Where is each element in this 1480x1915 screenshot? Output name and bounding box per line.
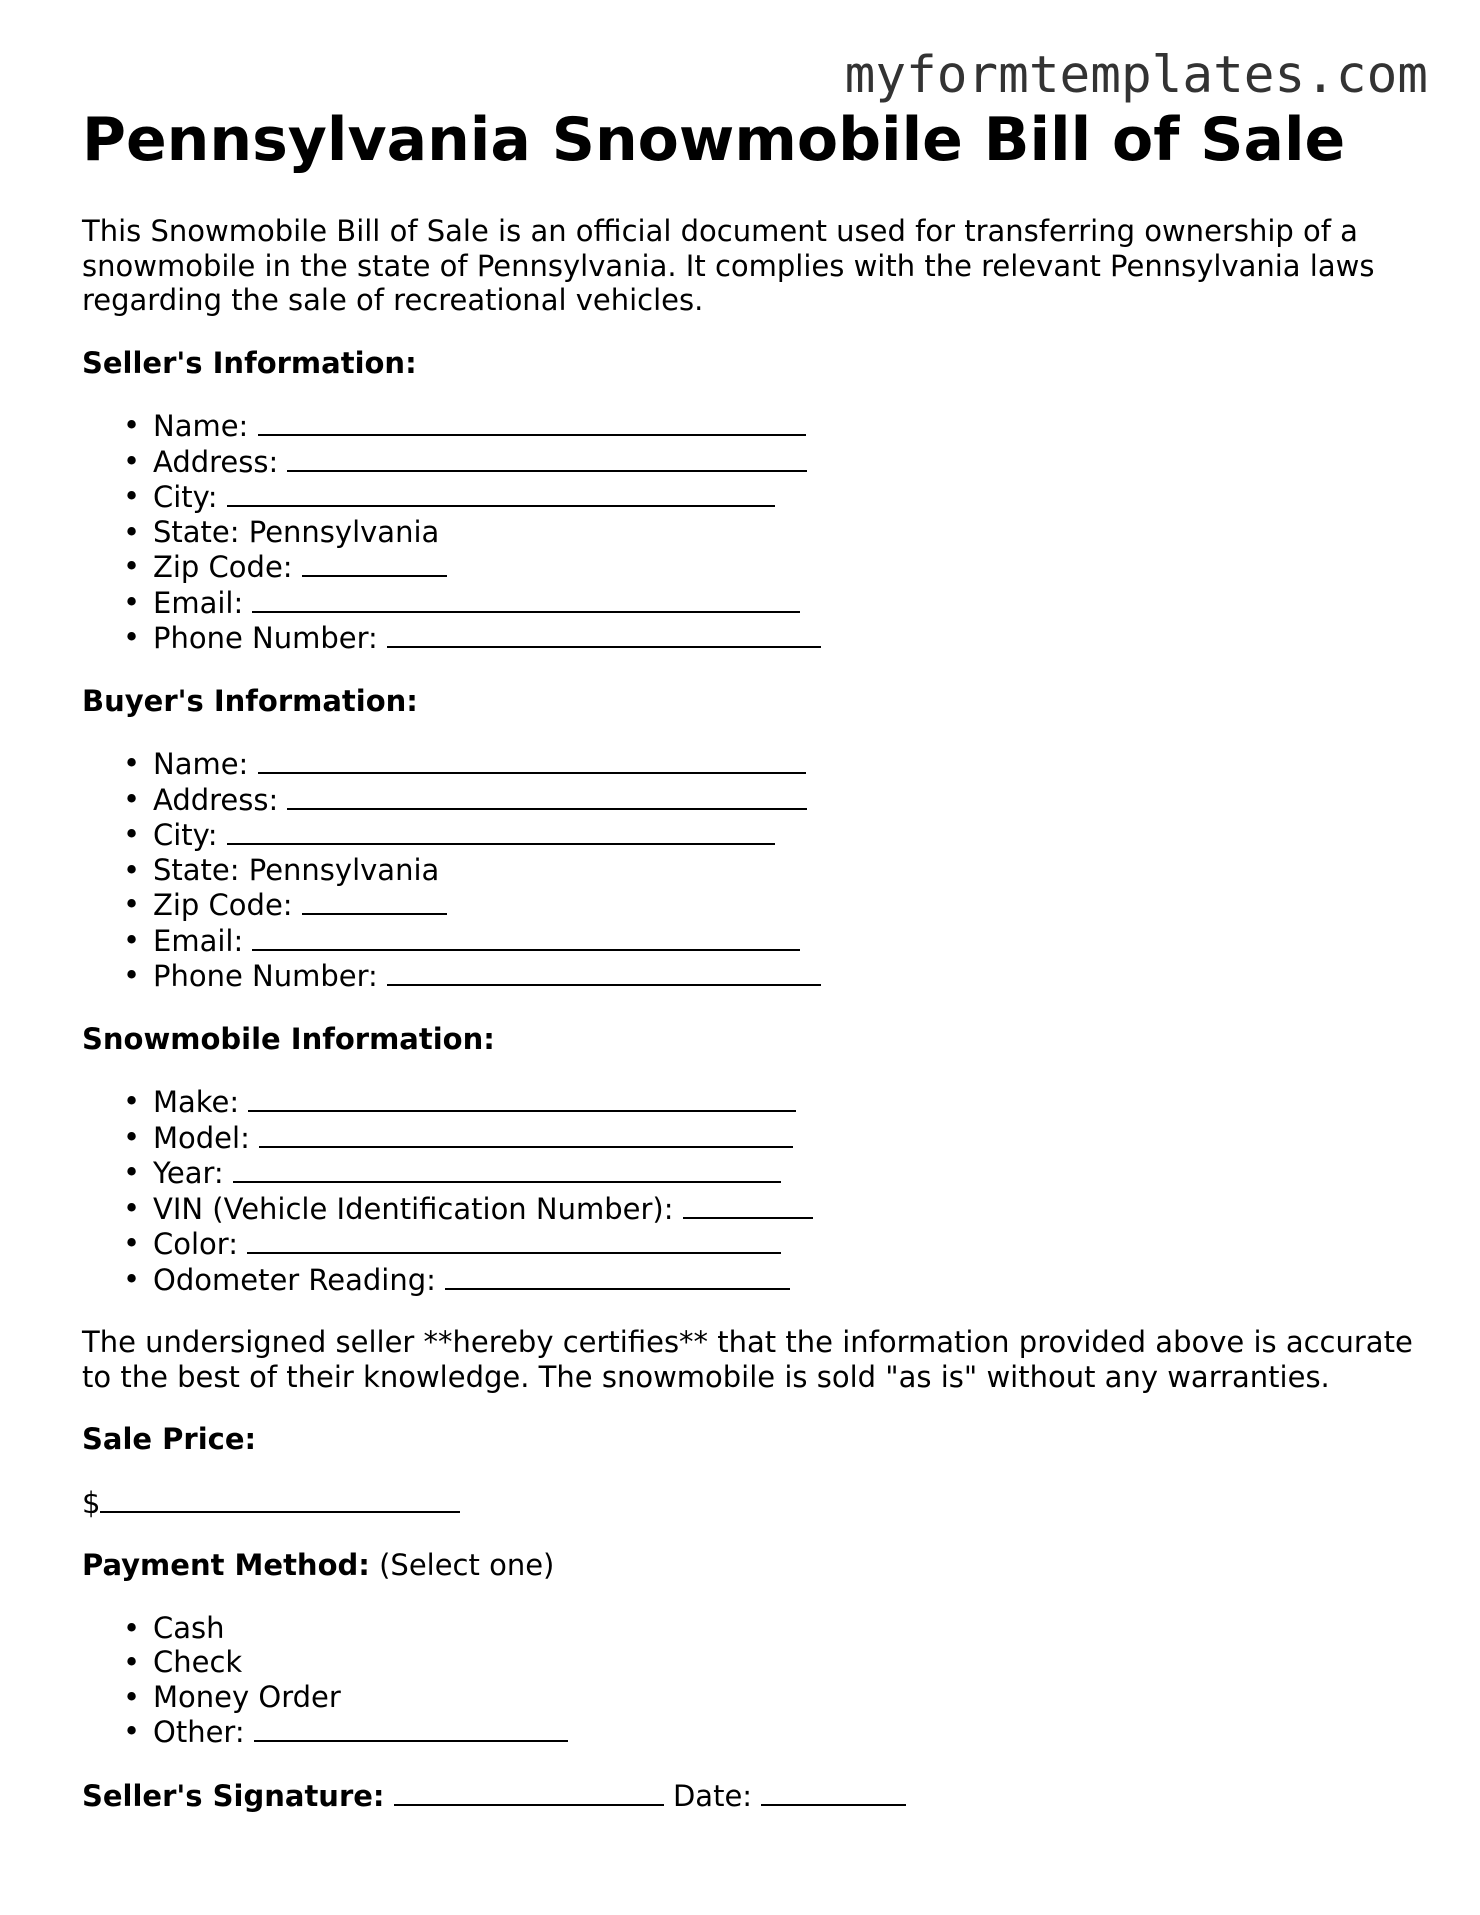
sale-price-blank[interactable]: [100, 1485, 460, 1513]
intro-paragraph: This Snowmobile Bill of Sale is an official document used for transferring ownership of a snowmobile in the state of Pennsylvania. It complies with the relevant Pennsylvania laws regarding the sale of recreational vehicles.: [82, 214, 1375, 317]
payment-option-check[interactable]: • Check: [153, 1645, 1422, 1680]
seller-zip-field[interactable]: • Zip Code:: [153, 549, 1422, 585]
snowmobile-odometer-blank[interactable]: [445, 1262, 790, 1290]
seller-address-field[interactable]: • Address:: [153, 444, 1422, 480]
sale-price-heading: Sale Price:: [82, 1422, 257, 1456]
seller-address-blank[interactable]: [287, 444, 807, 472]
seller-signature-line: Seller's Signature: Date:: [82, 1778, 1422, 1814]
snowmobile-year-field[interactable]: • Year:: [153, 1155, 1422, 1191]
payment-option-other[interactable]: • Other:: [153, 1714, 1422, 1750]
snowmobile-fields-list: [82, 1084, 1422, 1297]
seller-fields-list: [82, 408, 1422, 656]
payment-options-list: [82, 1611, 1422, 1750]
snowmobile-model-field[interactable]: • Model:: [153, 1120, 1422, 1156]
snowmobile-color-field[interactable]: • Color:: [153, 1226, 1422, 1262]
snowmobile-year-blank[interactable]: [233, 1155, 781, 1183]
document-page: [82, 100, 1422, 1813]
seller-name-field[interactable]: • Name:: [153, 408, 1422, 444]
buyer-city-blank[interactable]: [227, 817, 775, 845]
page-title: Pennsylvania Snowmobile Bill of Sale: [82, 105, 1346, 175]
seller-state-field: • State: Pennsylvania: [153, 515, 1422, 550]
buyer-name-field[interactable]: • Name:: [153, 746, 1422, 782]
payment-other-blank[interactable]: [254, 1714, 568, 1742]
buyer-section-heading: Buyer's Information:: [82, 683, 418, 718]
seller-name-blank[interactable]: [258, 408, 806, 436]
seller-email-blank[interactable]: [252, 585, 800, 613]
snowmobile-odometer-field[interactable]: • Odometer Reading:: [153, 1262, 1422, 1298]
buyer-phone-blank[interactable]: [387, 958, 821, 986]
snowmobile-section-heading: Snowmobile Information:: [82, 1021, 495, 1056]
snowmobile-model-blank[interactable]: [259, 1120, 793, 1148]
buyer-fields-list: [82, 746, 1422, 994]
seller-section-heading: Seller's Information:: [82, 345, 417, 380]
buyer-zip-blank[interactable]: [302, 887, 447, 915]
snowmobile-vin-blank[interactable]: [683, 1191, 813, 1219]
payment-option-cash[interactable]: • Cash: [153, 1611, 1422, 1646]
sale-price-field[interactable]: $: [82, 1485, 1422, 1521]
buyer-city-field[interactable]: • City:: [153, 817, 1422, 853]
snowmobile-vin-field[interactable]: • VIN (Vehicle Identification Number):: [153, 1191, 1422, 1227]
seller-signature-blank[interactable]: [394, 1778, 664, 1806]
snowmobile-color-blank[interactable]: [247, 1226, 781, 1254]
buyer-state-field: • State: Pennsylvania: [153, 853, 1422, 888]
seller-email-field[interactable]: • Email:: [153, 585, 1422, 621]
seller-phone-blank[interactable]: [387, 620, 821, 648]
buyer-name-blank[interactable]: [258, 746, 806, 774]
buyer-zip-field[interactable]: • Zip Code:: [153, 887, 1422, 923]
payment-method-heading: Payment Method: (Select one): [82, 1548, 555, 1582]
certification-paragraph: The undersigned seller **hereby certifies** that the information provided above is accurate to the best of their knowledge. The snowmobile is sold "as is" without any warranties.: [82, 1325, 1413, 1394]
buyer-email-blank[interactable]: [252, 923, 800, 951]
site-watermark: myformtemplates.com: [844, 46, 1428, 105]
buyer-email-field[interactable]: • Email:: [153, 923, 1422, 959]
signature-date-blank[interactable]: [761, 1778, 906, 1806]
seller-city-blank[interactable]: [227, 479, 775, 507]
snowmobile-make-field[interactable]: • Make:: [153, 1084, 1422, 1120]
seller-city-field[interactable]: • City:: [153, 479, 1422, 515]
snowmobile-make-blank[interactable]: [248, 1084, 796, 1112]
payment-option-money-order[interactable]: • Money Order: [153, 1680, 1422, 1715]
buyer-address-blank[interactable]: [287, 782, 807, 810]
buyer-address-field[interactable]: • Address:: [153, 782, 1422, 818]
buyer-phone-field[interactable]: • Phone Number:: [153, 958, 1422, 994]
seller-phone-field[interactable]: • Phone Number:: [153, 620, 1422, 656]
seller-zip-blank[interactable]: [302, 549, 447, 577]
